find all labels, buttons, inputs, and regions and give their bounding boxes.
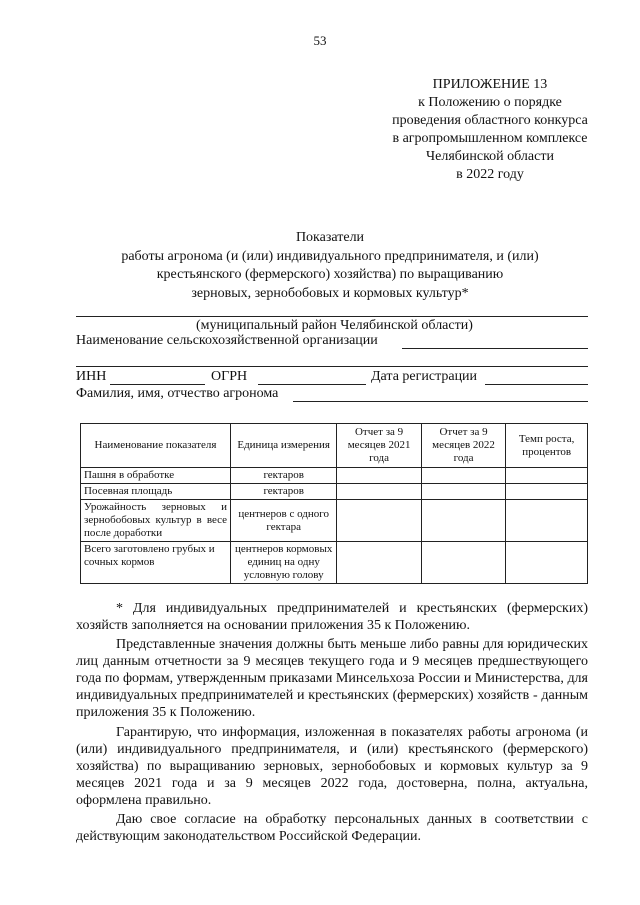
title-main: Показатели: [295, 230, 365, 245]
appendix-line: проведения областного конкурса: [392, 113, 588, 128]
cell-2021[interactable]: [337, 468, 421, 484]
cell-2021[interactable]: [337, 484, 421, 500]
cell-2022[interactable]: [421, 542, 505, 584]
org-field-line-2[interactable]: [76, 366, 588, 367]
appendix-line: к Положению о порядке: [418, 95, 562, 110]
cell-2022[interactable]: [421, 468, 505, 484]
agronomist-field-line[interactable]: [293, 401, 588, 402]
org-label: Наименование сельскохозяйственной организации: [76, 333, 378, 348]
title-line: работы агронома (и (или) индивидуального предпринимателя, и (или): [121, 248, 539, 264]
cell-2021[interactable]: [337, 500, 421, 542]
row-unit: центнеров с одного гектара: [231, 500, 337, 542]
indicators-table: [80, 423, 588, 584]
ogrn-field-line[interactable]: [258, 384, 366, 385]
district-caption: (муниципальный район Челябинской области): [196, 318, 473, 333]
table-header-row: [81, 424, 588, 468]
cell-growth[interactable]: [506, 542, 588, 584]
title-line: зерновых, зернобобовых и кормовых культур*: [191, 285, 469, 301]
footnote: * Для индивидуальных предпринимателей и крестьянских (фермерских) хозяйств заполняется на основании приложения 35 к Положению.: [76, 601, 588, 633]
row-unit: гектаров: [231, 484, 337, 500]
inn-label: ИНН: [76, 369, 107, 384]
cell-growth[interactable]: [506, 484, 588, 500]
paragraph-consent: Даю свое согласие на обработку персональных данных в соответствии с действующим законодательством Российской Федерации.: [76, 812, 588, 844]
cell-2022[interactable]: [421, 500, 505, 542]
appendix-header: [360, 76, 620, 184]
cell-growth[interactable]: [506, 468, 588, 484]
reg-date-field-line[interactable]: [485, 384, 588, 385]
document-title: [70, 229, 590, 303]
appendix-line: в 2022 году: [456, 167, 524, 182]
district-field-line[interactable]: [76, 316, 588, 317]
reg-date-label: Дата регистрации: [371, 369, 478, 384]
appendix-title: ПРИЛОЖЕНИЕ 13: [432, 77, 548, 92]
org-field-line[interactable]: [402, 348, 588, 349]
header-indicator: Наименование показателя: [81, 424, 231, 468]
row-name: Посевная площадь: [81, 484, 231, 500]
cell-2022[interactable]: [421, 484, 505, 500]
cell-growth[interactable]: [506, 500, 588, 542]
row-unit: центнеров кормовых единиц на одну условную голову: [231, 542, 337, 584]
inn-field-line[interactable]: [110, 384, 205, 385]
row-unit: гектаров: [231, 468, 337, 484]
table-row: [81, 468, 588, 484]
header-report-2022: Отчет за 9 месяцев 2022 года: [421, 424, 505, 468]
appendix-line: Челябинской области: [426, 149, 554, 164]
table-row: [81, 484, 588, 500]
table-row: [81, 542, 588, 584]
row-name: Урожайность зерновых и зернобобовых культур в весе после доработки: [81, 500, 231, 542]
paragraph-guarantee: Гарантирую, что информация, изложенная в показателях работы агронома (и (или) индивидуального предпринимателя, и (или) крестьянского (фермерского) хозяйства) по выращиванию зерновых, зернобобовых и кормовых культур за 9 месяцев 2021 года и за 9 месяцев 2022 года, достоверна, полна, актуальна, оформлена правильно.: [76, 725, 588, 808]
header-report-2021: Отчет за 9 месяцев 2021 года: [337, 424, 421, 468]
page-number: 53: [313, 33, 327, 48]
header-unit: Единица измерения: [231, 424, 337, 468]
agronomist-label: Фамилия, имя, отчество агронома: [76, 386, 279, 401]
header-growth-rate: Темп роста, процентов: [506, 424, 588, 468]
cell-2021[interactable]: [337, 542, 421, 584]
title-line: крестьянского (фермерского) хозяйства) по выращиванию: [156, 267, 504, 282]
row-name: Всего заготовлено грубых и сочных кормов: [81, 542, 231, 584]
paragraph-values: Представленные значения должны быть меньше либо равны для юридических лиц данным отчетности за 9 месяцев текущего года и 9 месяцев предшествующего года по формам, утвержденным приказами Минсельхоза России и Министерства, для индивидуальных предпринимателей и крестьянских (фермерских) хозяйств - данным приложения 35 к Положению.: [76, 637, 588, 720]
appendix-line: в агропромышленном комплексе: [392, 131, 588, 146]
table-row: [81, 500, 588, 542]
ogrn-label: ОГРН: [211, 369, 248, 384]
row-name: Пашня в обработке: [81, 468, 231, 484]
